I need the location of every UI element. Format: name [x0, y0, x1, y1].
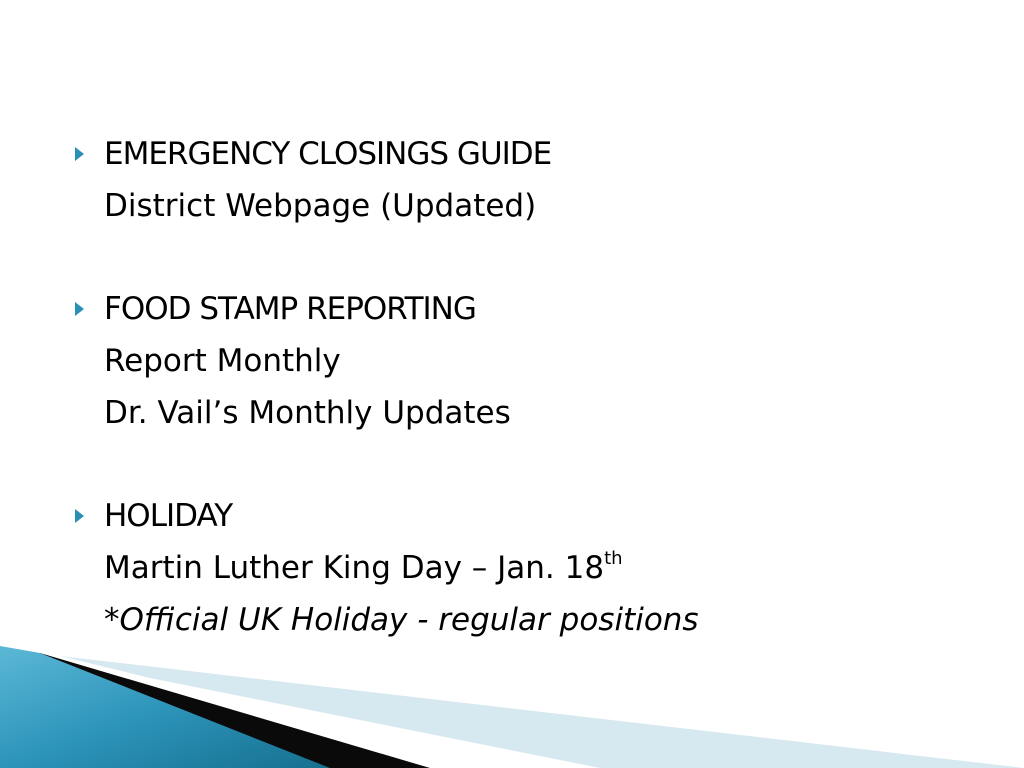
section-heading: EMERGENCY CLOSINGS GUIDE: [104, 136, 552, 172]
decorative-swoosh: [0, 638, 1024, 768]
section-heading: FOOD STAMP REPORTING: [104, 291, 476, 327]
section-line: Report Monthly: [104, 343, 341, 379]
bullet-heading: [75, 128, 975, 180]
bullet-heading: [75, 283, 975, 335]
triangle-right-icon: [75, 302, 84, 316]
holiday-note: *Official UK Holiday - regular positions: [104, 602, 699, 638]
section-heading: HOLIDAY: [104, 498, 233, 534]
section-emergency-closings: [75, 128, 975, 232]
holiday-superscript: th: [604, 548, 623, 569]
holiday-line: [104, 542, 975, 594]
holiday-text: Martin Luther King Day – Jan. 18: [104, 550, 605, 586]
triangle-right-icon: [75, 147, 84, 161]
section-line: Dr. Vail’s Monthly Updates: [104, 395, 511, 431]
section-holiday: [75, 490, 975, 646]
swoosh-teal-band: [0, 646, 330, 768]
section-food-stamp-reporting: [75, 283, 975, 439]
section-line: District Webpage (Updated): [104, 188, 537, 224]
triangle-right-icon: [75, 509, 84, 523]
bullet-heading: [75, 490, 975, 542]
